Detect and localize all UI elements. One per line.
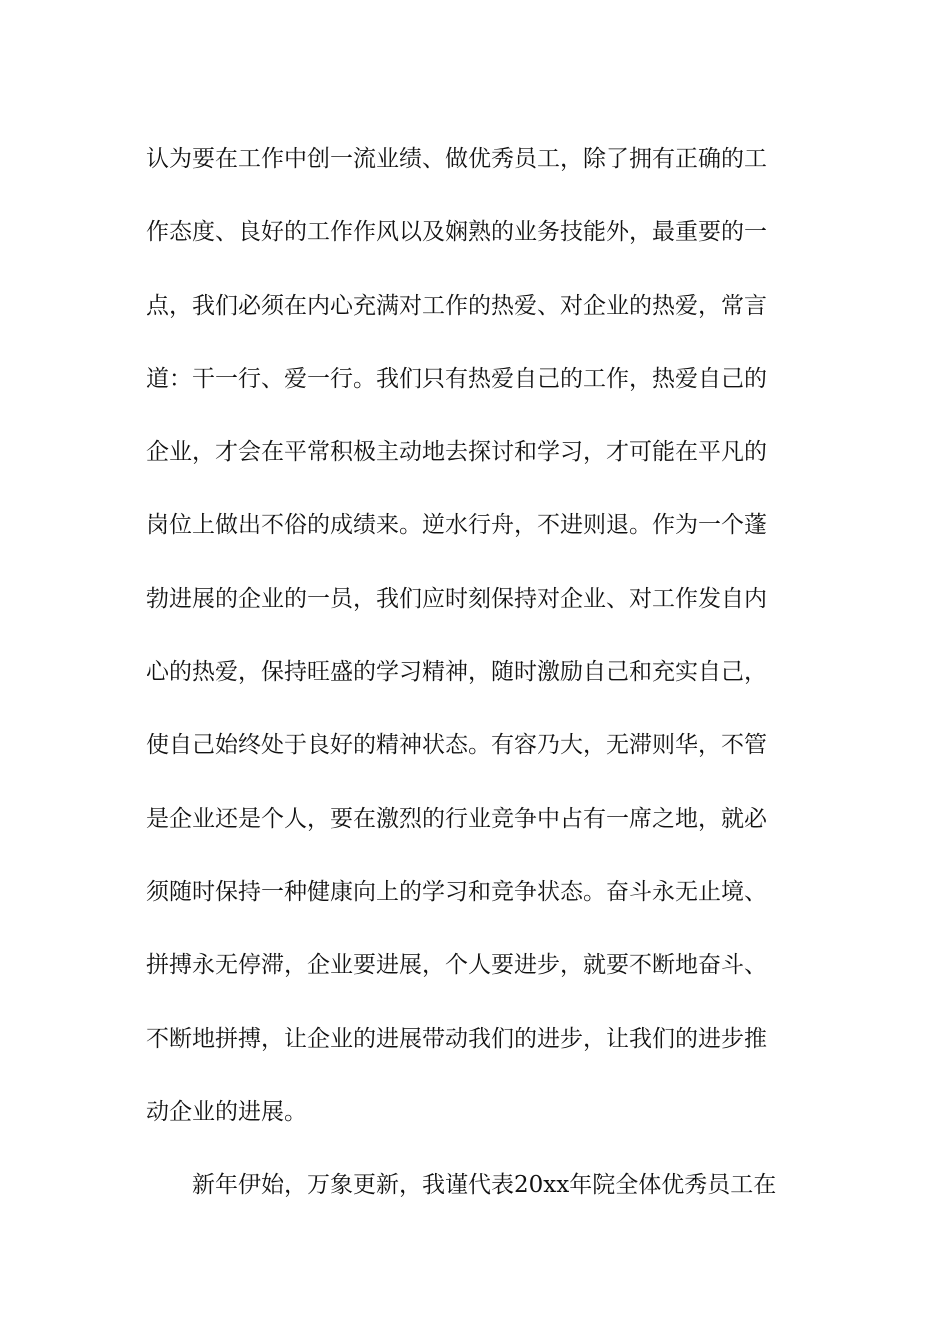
- text-line: 认为要在工作中创一流业绩、做优秀员工，除了拥有正确的工: [146, 146, 767, 172]
- text-line: 是企业还是个人，要在激烈的行业竞争中占有一席之地，就必: [146, 805, 767, 832]
- body-text: [146, 136, 826, 1235]
- text-line: 动企业的进展。: [146, 1098, 307, 1125]
- text-line: 须随时保持一种健康向上的学习和竞争状态。奋斗永无止境、: [146, 878, 767, 905]
- paragraph-start-line: 新年伊始，万象更新，我谨代表20xx年院全体优秀员工在: [192, 1172, 777, 1199]
- text-line: 作态度、良好的工作作风以及娴熟的业务技能外，最重要的一: [146, 219, 767, 246]
- text-line: 岗位上做出不俗的成绩来。逆水行舟，不进则退。作为一个蓬: [146, 512, 767, 539]
- text-line: 拼搏永无停滞，企业要进展，个人要进步，就要不断地奋斗、: [146, 952, 767, 979]
- text-line: 使自己始终处于良好的精神状态。有容乃大，无滞则华，不管: [146, 732, 767, 759]
- text-line: 企业，才会在平常积极主动地去探讨和学习，才可能在平凡的: [146, 439, 767, 466]
- text-line: 道：干一行、爱一行。我们只有热爱自己的工作，热爱自己的: [146, 365, 767, 392]
- text-line: 不断地拼搏，让企业的进展带动我们的进步，让我们的进步推: [146, 1025, 767, 1052]
- text-line: 点，我们必须在内心充满对工作的热爱、对企业的热爱，常言: [146, 292, 767, 319]
- text-line: 勃进展的企业的一员，我们应时刻保持对企业、对工作发自内: [146, 585, 767, 612]
- text-line: 心的热爱，保持旺盛的学习精神，随时激励自己和充实自己，: [146, 659, 767, 686]
